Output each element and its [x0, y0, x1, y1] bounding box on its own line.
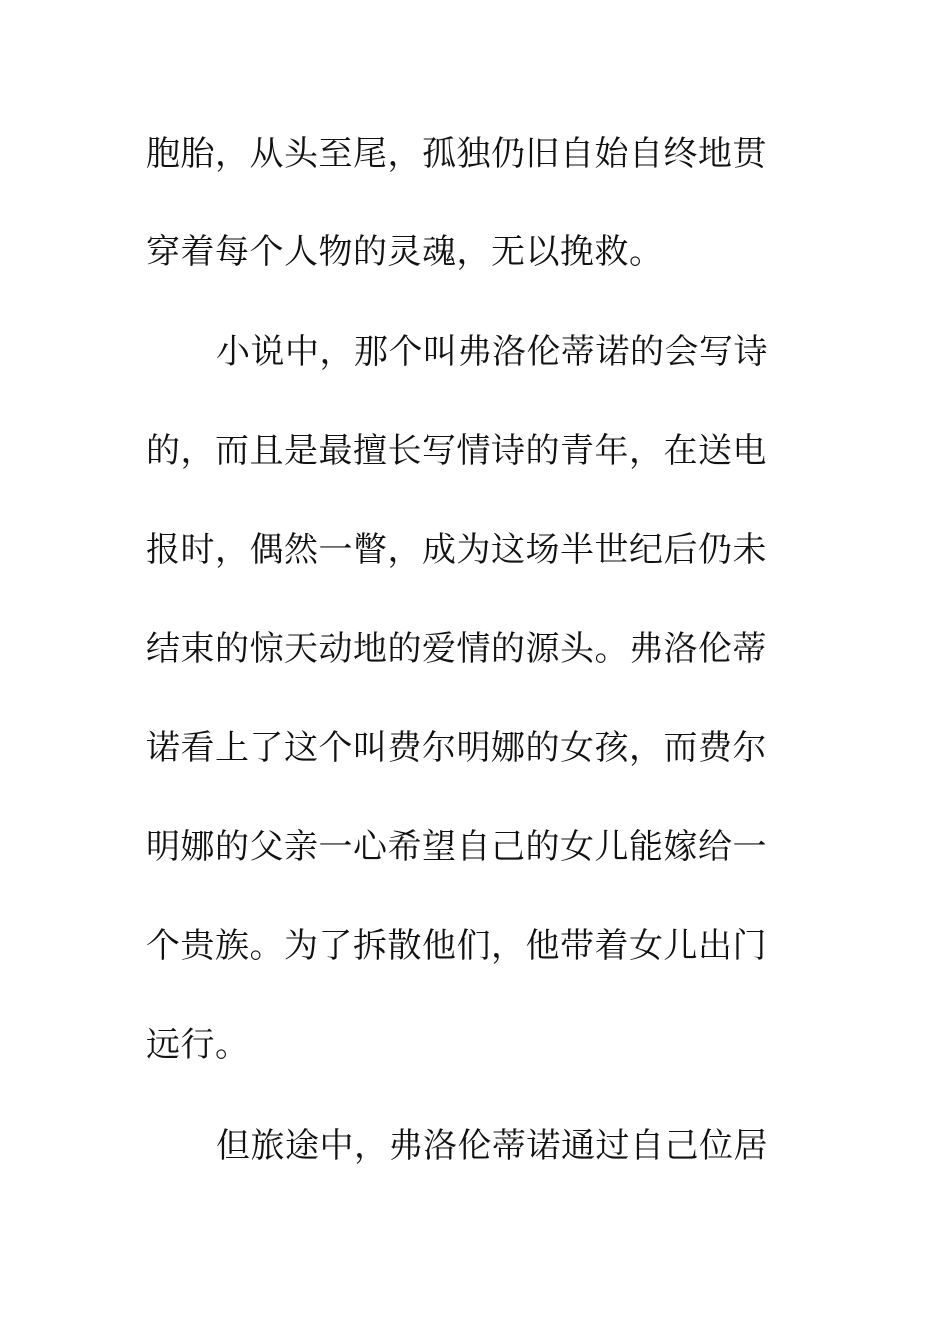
text-line: 的，而且是最擅长写情诗的青年，在送电 — [146, 431, 767, 471]
text-line: 明娜的父亲一心希望自己的女儿能嫁给一 — [146, 827, 767, 867]
text-line: 报时，偶然一瞥，成为这场半世纪后仍未 — [146, 530, 767, 570]
text-line: 远行。 — [146, 1025, 250, 1065]
text-line: 诺看上了这个叫费尔明娜的女孩，而费尔 — [146, 728, 767, 768]
text-line: 个贵族。为了拆散他们，他带着女儿出门 — [146, 926, 767, 966]
paragraph-start-line: 小说中，那个叫弗洛伦蒂诺的会写诗 — [216, 332, 768, 372]
paragraph-start-line: 但旅途中，弗洛伦蒂诺通过自己位居 — [216, 1126, 768, 1166]
text-line: 穿着每个人物的灵魂，无以挽救。 — [146, 232, 664, 272]
text-line: 结束的惊天动地的爱情的源头。弗洛伦蒂 — [146, 629, 767, 669]
text-line: 胞胎，从头至尾，孤独仍旧自始自终地贯 — [146, 134, 767, 174]
